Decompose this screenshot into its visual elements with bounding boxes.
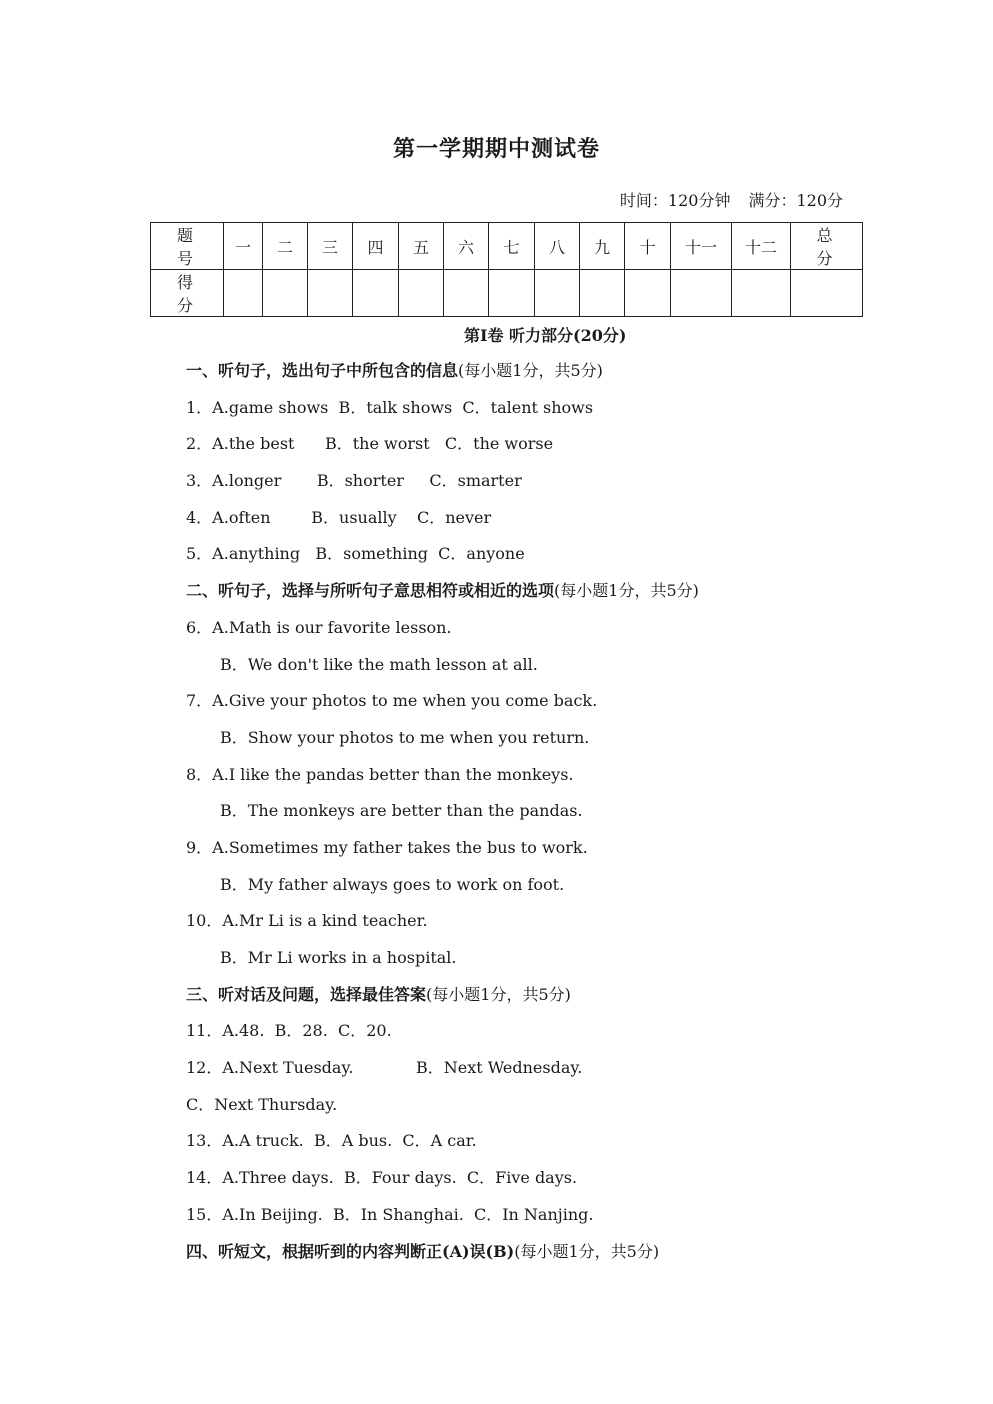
question: 11．A.48. B．28. C．20.	[186, 1021, 392, 1041]
score-table-column: 二	[263, 223, 308, 270]
question-option: B．Mr Li works in a hospital.	[220, 948, 457, 967]
score-cell[interactable]	[263, 270, 308, 317]
question-option: B．Next Wednesday.	[416, 1058, 583, 1078]
question	[186, 1053, 886, 1090]
score-table-score-label: 得 分	[151, 270, 224, 317]
exam-time-info	[620, 188, 843, 211]
question-option: C．Next Thursday.	[186, 1094, 338, 1114]
score-cell[interactable]	[535, 270, 580, 317]
section-heading-note: (每小题1分，共5分)	[554, 581, 699, 601]
part-title: 第Ⅰ卷 听力部分(20分)	[464, 326, 627, 345]
question: 5．A.anything B．something C．anyone	[186, 544, 525, 564]
score-table-column: 十一	[671, 223, 732, 270]
question-option: B．My father always goes to work on foot.	[220, 874, 565, 894]
exam-duration: 时间：120分钟	[619, 191, 731, 210]
question-option: B．We don't like the math lesson at all.	[220, 654, 538, 674]
score-table	[150, 222, 863, 317]
section-heading	[186, 1237, 886, 1274]
question-option: B．The monkeys are better than the pandas.	[220, 801, 583, 821]
section-heading-bold: 四、听短文，根据听到的内容判断正(A)误(B)	[186, 1241, 515, 1261]
question: 7．A.Give your photos to me when you come back.	[186, 691, 598, 711]
section-heading-bold: 三、听对话及问题，选择最佳答案	[186, 984, 427, 1004]
score-cell[interactable]	[399, 270, 444, 317]
score-table-column-total: 总 分	[791, 223, 863, 270]
question-option: 12．A.Next Tuesday.	[186, 1058, 354, 1078]
section-heading-note: (每小题1分，共5分)	[426, 984, 571, 1004]
score-table-header-row	[151, 223, 863, 270]
score-cell[interactable]	[444, 270, 489, 317]
score-cell[interactable]	[732, 270, 791, 317]
exam-title: 第一学期期中测试卷	[392, 136, 600, 162]
section-heading-bold: 二、听句子，选择与所听句子意思相符或相近的选项	[186, 581, 555, 601]
question: 13．A.A truck. B．A bus. C．A car.	[186, 1131, 477, 1151]
score-table-score-row	[151, 270, 863, 317]
score-cell-total[interactable]	[791, 270, 863, 317]
score-cell[interactable]	[489, 270, 535, 317]
question: 6．A.Math is our favorite lesson.	[186, 617, 452, 637]
score-table-column: 十二	[732, 223, 791, 270]
question: 15．A.In Beijing. B．In Shanghai. C．In Nanjing.	[186, 1204, 594, 1224]
score-cell[interactable]	[353, 270, 399, 317]
question: 14．A.Three days. B．Four days. C．Five days.	[186, 1168, 578, 1188]
section-heading	[186, 576, 886, 613]
score-table-column: 六	[444, 223, 489, 270]
score-table-column: 一	[224, 223, 263, 270]
score-table-column: 九	[580, 223, 625, 270]
section-heading-note: (每小题1分，共5分)	[514, 1241, 660, 1261]
score-cell[interactable]	[671, 270, 732, 317]
score-table-column: 七	[489, 223, 535, 270]
question: 1．A.game shows B．talk shows C．talent shows	[186, 397, 594, 417]
question: 4．A.often B．usually C．never	[186, 507, 492, 527]
section-heading-note: (每小题1分，共5分)	[458, 361, 603, 380]
exam-full-marks: 满分：120分	[748, 191, 843, 210]
question: 8．A.I like the pandas better than the monkeys.	[186, 764, 574, 784]
section-heading-bold: 一、听句子，选出句子中所包含的信息	[186, 361, 459, 380]
section-heading	[186, 356, 886, 393]
questions-body	[186, 356, 886, 1273]
score-cell[interactable]	[580, 270, 625, 317]
score-table-column: 五	[399, 223, 444, 270]
question: 2．A.the best B．the worst C．the worse	[186, 434, 554, 454]
score-cell[interactable]	[224, 270, 263, 317]
question-option: B．Show your photos to me when you return.	[220, 727, 590, 747]
question: 9．A.Sometimes my father takes the bus to work.	[186, 837, 588, 857]
score-table-column: 八	[535, 223, 580, 270]
score-table-column: 十	[625, 223, 671, 270]
score-table-header-label: 题 号	[151, 223, 224, 270]
question: 10．A.Mr Li is a kind teacher.	[186, 911, 428, 931]
section-heading	[186, 980, 886, 1017]
score-cell[interactable]	[625, 270, 671, 317]
score-cell[interactable]	[308, 270, 353, 317]
question: 3．A.longer B．shorter C．smarter	[186, 471, 522, 491]
score-table-column: 四	[353, 223, 399, 270]
score-table-column: 三	[308, 223, 353, 270]
